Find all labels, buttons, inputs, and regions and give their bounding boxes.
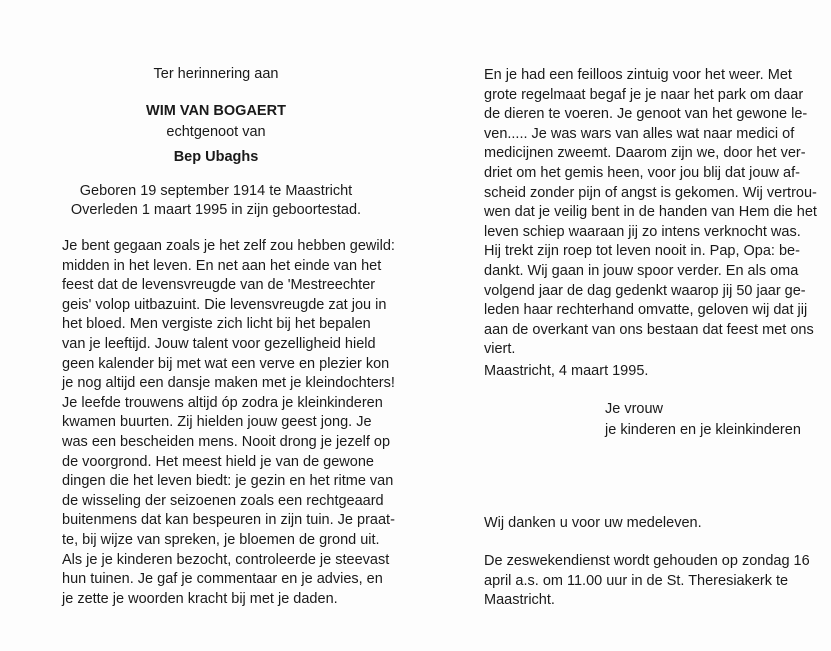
text-line: midden in het leven. En net aan het einde van het xyxy=(62,257,382,274)
text-line: grote regelmaat begaf je je naar het park om daar xyxy=(484,86,804,103)
signature-line-2: je kinderen en je kleinkinderen xyxy=(605,422,801,438)
text-line: geis' volop uitbazuint. Die levensvreugde zat jou in xyxy=(62,296,387,313)
spouse-name: Bep Ubaghs xyxy=(173,149,259,165)
text-line: leden haar rechterhand omvatte, geloven wij dat jij xyxy=(484,302,808,319)
signature-line-1: Je vrouw xyxy=(605,401,664,417)
text-line: te, bij wijze van spreken, je bloemen de grond uit. xyxy=(62,532,380,548)
text-line: de dieren te voeren. Je genoot van het gewone le- xyxy=(484,106,808,123)
text-line: wen dat je veilig bent in de handen van Hem die het xyxy=(484,204,817,221)
text-line: Je bent gegaan zoals je het zelf zou hebben gewild: xyxy=(62,238,395,254)
death-line: Overleden 1 maart 1995 in zijn geboortestad. xyxy=(70,202,362,218)
text-line: aan de overkant van ons bestaan dat feest met ons xyxy=(484,321,814,338)
text-line: het bloed. Men vergiste zich licht bij het bepalen xyxy=(62,316,371,333)
text-line: was een bescheiden mens. Nooit drong je jezelf op xyxy=(62,434,391,450)
spouse-of-text: echtgenoot van xyxy=(166,124,266,140)
text-line: van je leeftijd. Jouw talent voor gezelligheid hield xyxy=(62,336,376,352)
thanks-line: Wij danken u voor uw medeleven. xyxy=(484,515,702,531)
text-line: leven schiep waaraan jij zo intens verknocht was. xyxy=(484,223,801,240)
text-line: driet om het gemis heen, voor jou blij dat jouw af- xyxy=(484,165,800,181)
text-line: volgend jaar de dag gedenkt waarop jij 50 jaar ge- xyxy=(484,282,806,299)
text-line: kwamen buurten. Zij hielden jouw geest jong. Je xyxy=(62,414,372,431)
text-line: En je had een feilloos zintuig voor het weer. Met xyxy=(484,67,792,83)
text-line: dankt. Wij gaan in jouw spoor verder. En als oma xyxy=(484,263,799,279)
text-line: Als je je kinderen bezocht, controleerde je steevast xyxy=(62,551,390,568)
text-line: geen kalender bij met wat een verve en plezier kon xyxy=(62,355,390,372)
text-line: april a.s. om 11.00 uur in de St. Theresiakerk te xyxy=(484,572,789,589)
text-line: hun tuinen. Je gaf je commentaar en je advies, en xyxy=(62,571,383,588)
place-date: Maastricht, 4 maart 1995. xyxy=(484,363,649,379)
text-line: dingen die het leven biedt: je gezin en het ritme van xyxy=(62,473,394,490)
deceased-name: WIM VAN BOGAERT xyxy=(146,103,286,119)
text-line: Je leefde trouwens altijd óp zodra je kleinkinderen xyxy=(62,394,383,411)
text-line: scheid zonder pijn of angst is gekomen. Wij vertrou- xyxy=(484,184,817,201)
text-line: je zette je woorden kracht bij met je daden. xyxy=(62,590,338,607)
text-line: medicijnen zweemt. Daarom zijn we, door het ver- xyxy=(484,145,806,162)
in-memory-heading: Ter herinnering aan xyxy=(153,66,279,82)
text-line: je nog altijd een dansje maken met je kleindochters! xyxy=(62,375,395,392)
text-line: Maastricht. xyxy=(484,592,555,609)
birth-line: Geboren 19 september 1914 te Maastricht xyxy=(79,183,353,199)
text-line: viert. xyxy=(484,341,516,358)
text-line: de voorgrond. Het meest hield je van de gewone xyxy=(62,453,374,470)
text-line: De zeswekendienst wordt gehouden op zondag 16 xyxy=(484,553,810,569)
text-line: feest dat de levensvreugde van de 'Mestreechter xyxy=(62,277,376,294)
text-line: ven..... Je was wars van alles wat naar medici of xyxy=(484,125,795,142)
text-line: buitenmens dat kan bespeuren in zijn tuin. Je praat- xyxy=(62,512,395,529)
text-line: de wisseling der seizoenen zoals een rechtgeaard xyxy=(62,492,384,509)
text-line: Hij trekt zijn roep tot leven nooit in. Pap, Opa: be- xyxy=(484,243,800,260)
